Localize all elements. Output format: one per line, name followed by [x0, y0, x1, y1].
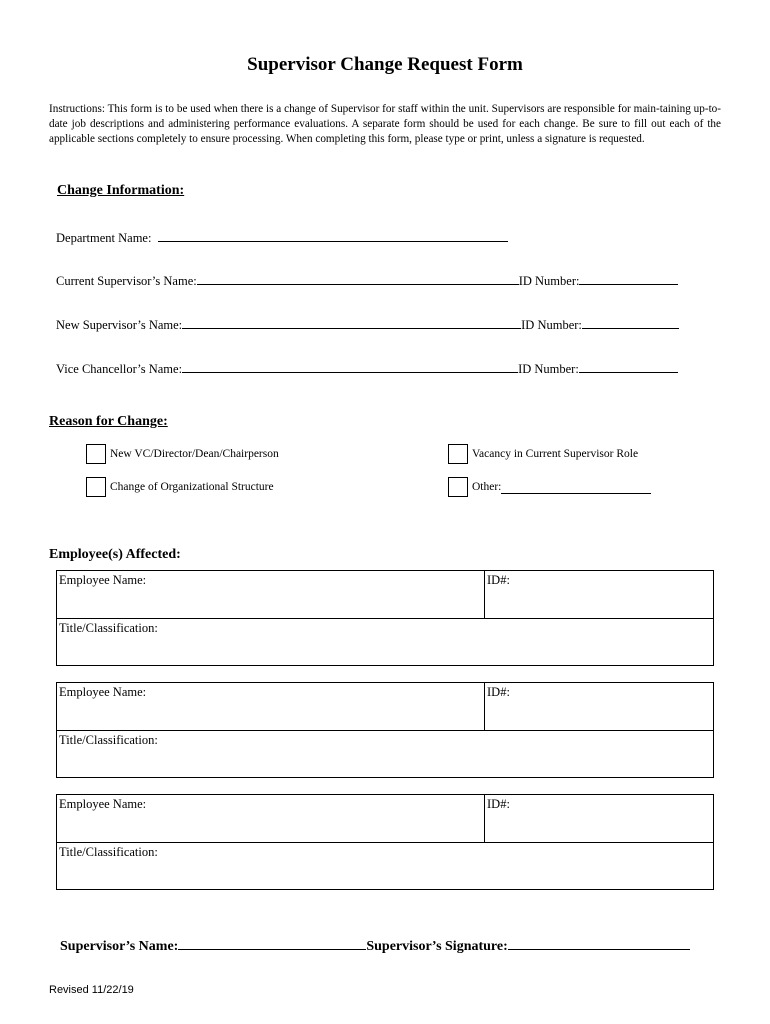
- employee-block-3: [56, 794, 714, 890]
- employee-id-label: ID#:: [487, 797, 510, 811]
- column-divider: [484, 795, 485, 842]
- new-supervisor-row: [56, 316, 679, 333]
- employee-block-1: [56, 570, 714, 666]
- vice-chancellor-row: [56, 360, 678, 377]
- vacancy-checkbox[interactable]: [448, 444, 468, 464]
- current-supervisor-row: [56, 272, 678, 289]
- other-label: Other:: [472, 481, 502, 493]
- department-name-row: [56, 229, 508, 246]
- new-supervisor-id-field[interactable]: [582, 316, 679, 329]
- employee-name-label: Employee Name:: [59, 685, 147, 699]
- reason-option-other[interactable]: [448, 477, 651, 497]
- revised-date: Revised 11/22/19: [49, 984, 134, 996]
- current-supervisor-id-field[interactable]: [579, 272, 678, 285]
- reason-for-change-heading: Reason for Change:: [49, 414, 168, 429]
- new-leader-label: New VC/Director/Dean/Chairperson: [110, 448, 279, 460]
- new-supervisor-label: New Supervisor’s Name:: [56, 318, 183, 332]
- reason-option-org-structure[interactable]: [86, 477, 274, 497]
- instructions-text: Instructions: This form is to be used when there is a change of Supervisor for staff within the unit. Supervisors are responsible for main-taining up-to-date job descriptions and administering performance evaluations. A separate form should be used for each change. Be sure to fill out each of the applicable sections completely to ensure processing. When completing this form, please type or print, unless a signature is requested.: [49, 103, 721, 145]
- employee-row: [57, 571, 713, 619]
- change-information-heading: Change Information:: [57, 183, 185, 198]
- employee-name-label: Employee Name:: [59, 797, 147, 811]
- column-divider: [484, 571, 485, 618]
- employee-row: [57, 795, 713, 843]
- vice-chancellor-label: Vice Chancellor’s Name:: [56, 362, 183, 376]
- employee-title-label: Title/Classification:: [59, 733, 158, 747]
- reason-option-vacancy[interactable]: [448, 444, 638, 464]
- vice-chancellor-id-label: ID Number:: [518, 362, 579, 376]
- reason-option-new-leader[interactable]: [86, 444, 279, 464]
- org-structure-checkbox[interactable]: [86, 477, 106, 497]
- employee-block-2: [56, 682, 714, 778]
- supervisor-name-field[interactable]: [178, 935, 366, 950]
- supervisor-name-label: Supervisor’s Name: [60, 939, 174, 954]
- current-supervisor-field[interactable]: [197, 272, 519, 285]
- signature-row: Supervisor’s Name: Supervisor’s Signature:: [60, 935, 690, 955]
- department-name-field[interactable]: [158, 229, 508, 242]
- employee-title-label: Title/Classification:: [59, 845, 158, 859]
- employee-name-label: Employee Name:: [59, 573, 147, 587]
- current-supervisor-id-label: ID Number:: [518, 274, 580, 288]
- employee-id-label: ID#:: [487, 573, 510, 587]
- department-name-label: Department Name:: [56, 231, 152, 245]
- new-supervisor-field[interactable]: [182, 316, 521, 329]
- vice-chancellor-id-field[interactable]: [579, 360, 678, 373]
- vacancy-label: Vacancy in Current Supervisor Role: [472, 448, 639, 460]
- other-checkbox[interactable]: [448, 477, 468, 497]
- form-title: Supervisor Change Request Form: [247, 54, 523, 75]
- column-divider: [484, 683, 485, 730]
- org-structure-label: Change of Organizational Structure: [110, 481, 274, 493]
- other-field[interactable]: [501, 481, 651, 494]
- supervisor-signature-field[interactable]: [508, 935, 690, 950]
- employee-row: [57, 683, 713, 731]
- supervisor-signature-label: Supervisor’s Signature: [366, 939, 504, 954]
- employee-id-label: ID#:: [487, 685, 510, 699]
- new-leader-checkbox[interactable]: [86, 444, 106, 464]
- current-supervisor-label: Current Supervisor’s Name:: [56, 274, 197, 288]
- employee-title-label: Title/Classification:: [59, 621, 158, 635]
- vice-chancellor-field[interactable]: [182, 360, 518, 373]
- new-supervisor-id-label: ID Number:: [521, 318, 582, 332]
- employees-affected-heading: Employee(s) Affected:: [49, 547, 181, 562]
